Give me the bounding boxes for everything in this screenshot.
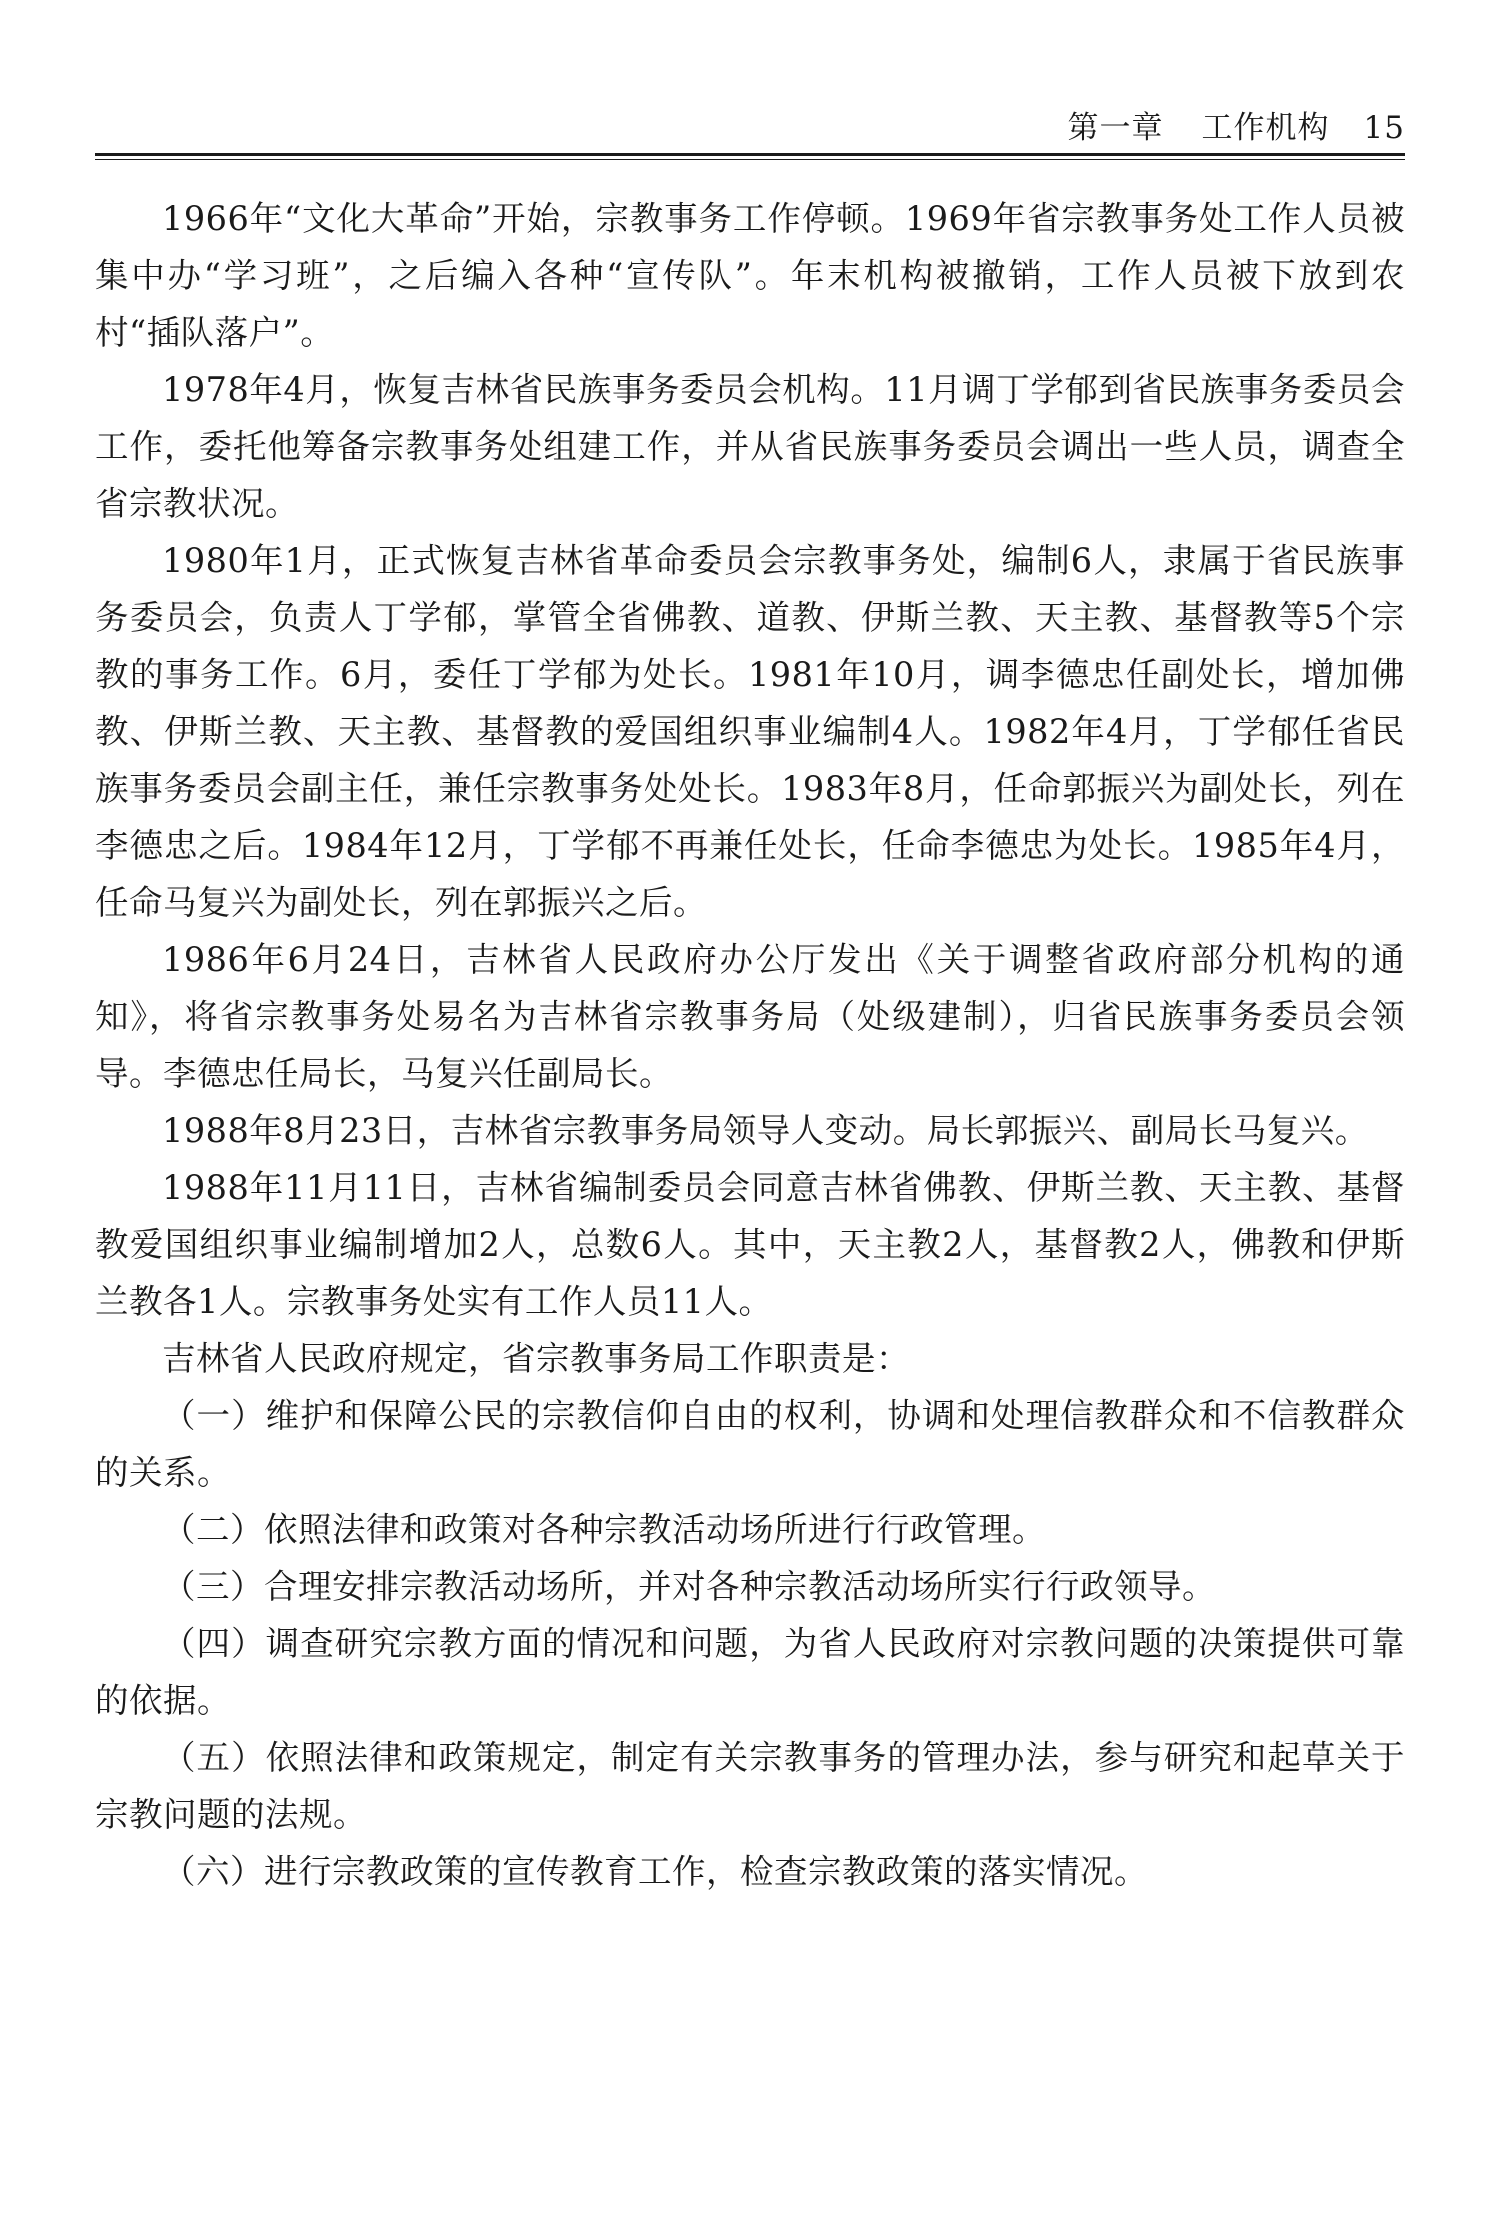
paragraph-1978: 1978年4月，恢复吉林省民族事务委员会机构。11月调丁学郁到省民族事务委员会工作，委托他筹备宗教事务处组建工作，并从省民族事务委员会调出一些人员，调查全省宗教状况。 bbox=[95, 370, 1405, 523]
paragraph-1980: 1980年1月，正式恢复吉林省革命委员会宗教事务处，编制6人，隶属于省民族事务委员会，负责人丁学郁，掌管全省佛教、道教、伊斯兰教、天主教、基督教等5个宗教的事务工作。6月，委任丁学郁为处长。1981年10月，调李德忠任副处长，增加佛教、伊斯兰教、天主教、基督教的爱国组织事业编制4人。1982年4月，丁学郁任省民族事务委员会副主任，兼任宗教事务处处长。1983年8月，任命郭振兴为副处长，列在李德忠之后。1984年12月，丁学郁不再兼任处长，任命李德忠为处长。1985年4月，任命马复兴为副处长，列在郭振兴之后。 bbox=[95, 541, 1405, 922]
header-rule-thick bbox=[95, 153, 1405, 156]
duty-item-4: （四）调查研究宗教方面的情况和问题，为省人民政府对宗教问题的决策提供可靠的依据。 bbox=[95, 1624, 1405, 1720]
duty-item-2: （二）依照法律和政策对各种宗教活动场所进行行政管理。 bbox=[162, 1510, 1046, 1549]
paragraph-duties-intro: 吉林省人民政府规定，省宗教事务局工作职责是： bbox=[162, 1339, 910, 1378]
duty-item-1: （一）维护和保障公民的宗教信仰自由的权利，协调和处理信教群众和不信教群众的关系。 bbox=[95, 1396, 1405, 1492]
duty-item-6: （六）进行宗教政策的宣传教育工作，检查宗教政策的落实情况。 bbox=[162, 1852, 1148, 1891]
paragraph-1988-nov: 1988年11月11日，吉林省编制委员会同意吉林省佛教、伊斯兰教、天主教、基督教爱国组织事业编制增加2人，总数6人。其中，天主教2人，基督教2人，佛教和伊斯兰教各1人。宗教事务处实有工作人员11人。 bbox=[95, 1168, 1405, 1321]
paragraph-1986: 1986年6月24日，吉林省人民政府办公厅发出《关于调整省政府部分机构的通知》，将省宗教事务处易名为吉林省宗教事务局（处级建制），归省民族事务委员会领导。李德忠任局长，马复兴任副局长。 bbox=[95, 940, 1405, 1093]
chapter-label: 第一章 bbox=[1067, 110, 1164, 146]
paragraph-1966: 1966年“文化大革命”开始，宗教事务工作停顿。1969年省宗教事务处工作人员被集中办“学习班”，之后编入各种“宣传队”。年末机构被撤销，工作人员被下放到农村“插队落户”。 bbox=[95, 199, 1405, 352]
body-text bbox=[95, 190, 1405, 1900]
page-number: 15 bbox=[1363, 110, 1405, 146]
header-rule-thin bbox=[95, 159, 1405, 160]
paragraph-1988-aug: 1988年8月23日，吉林省宗教事务局领导人变动。局长郭振兴、副局长马复兴。 bbox=[162, 1111, 1369, 1150]
running-header bbox=[95, 108, 1405, 148]
section-label: 工作机构 bbox=[1201, 110, 1330, 146]
duty-item-5: （五）依照法律和政策规定，制定有关宗教事务的管理办法，参与研究和起草关于宗教问题的法规。 bbox=[95, 1738, 1405, 1834]
duty-item-3: （三）合理安排宗教活动场所，并对各种宗教活动场所实行行政领导。 bbox=[162, 1567, 1216, 1606]
